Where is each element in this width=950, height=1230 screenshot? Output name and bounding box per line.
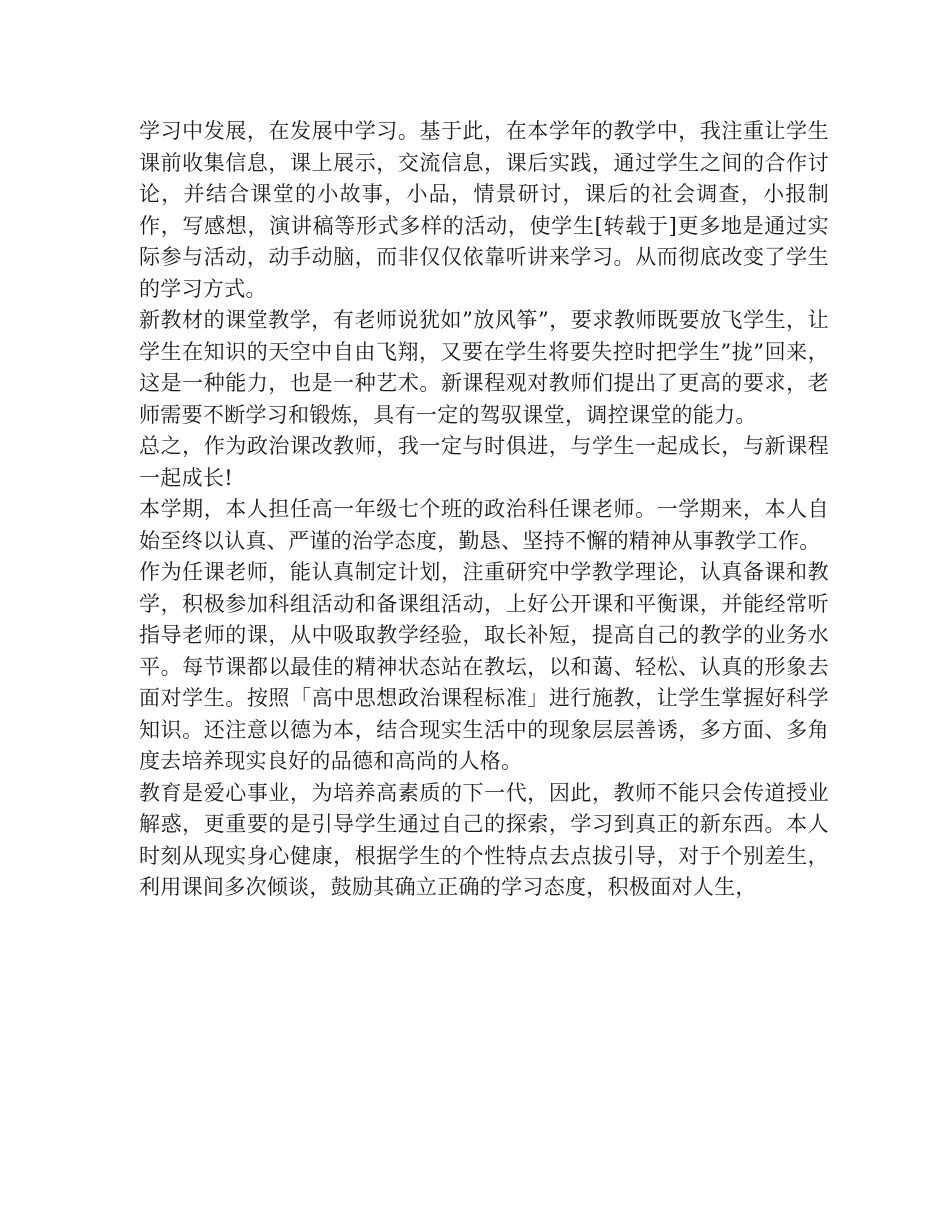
paragraph-2: 新教材的课堂教学，有老师说犹如”放风筝”，要求教师既要放飞学生，让学生在知识的天空中自由飞翔，又要在学生将要失控时把学生”拢”回来，这是一种能力，也是一种艺术。新课程观对教师们提出了更高的要求，老师需要不断学习和锻炼，具有一定的驾驭课堂，调控课堂的能力。 — [139, 308, 829, 427]
paragraph-4: 本学期，本人担任高一年级七个班的政治科任课老师。一学期来，本人自始至终以认真、严谨的治学态度，勤恳、坚持不懈的精神从事教学工作。 — [139, 497, 829, 553]
paragraph-1: 学习中发展，在发展中学习。基于此，在本学年的教学中，我注重让学生课前收集信息，课上展示，交流信息，课后实践，通过学生之间的合作讨论，并结合课堂的小故事，小品，情景研讨，课后的社会调查，小报制作，写感想，演讲稿等形式多样的活动，使学生[转载于]更多地是通过实际参与活动，动手动脑，而非仅仅依靠听讲来学习。从而彻底改变了学生的学习方式。 — [139, 119, 829, 301]
document-body — [139, 116, 829, 904]
paragraph-3: 总之，作为政治课改教师，我一定与时俱进，与学生一起成长，与新课程一起成长! — [139, 434, 829, 490]
paragraph-5: 作为任课老师，能认真制定计划，注重研究中学教学理论，认真备课和教学，积极参加科组活动和备课组活动，上好公开课和平衡课，并能经常听指导老师的课，从中吸取教学经验，取长补短，提高自己的教学的业务水平。每节课都以最佳的精神状态站在教坛，以和蔼、轻松、认真的形象去面对学生。按照「高中思想政治课程标准」进行施教，让学生掌握好科学知识。还注意以德为本，结合现实生活中的现象层层善诱，多方面、多角度去培养现实良好的品德和高尚的人格。 — [139, 560, 829, 773]
paragraph-6: 教育是爱心事业，为培养高素质的下一代，因此，教师不能只会传道授业解惑，更重要的是引导学生通过自己的探索，学习到真正的新东西。本人时刻从现实身心健康，根据学生的个性特点去点拔引导，对于个别差生，利用课间多次倾谈，鼓励其确立正确的学习态度，积极面对人生， — [139, 780, 829, 899]
